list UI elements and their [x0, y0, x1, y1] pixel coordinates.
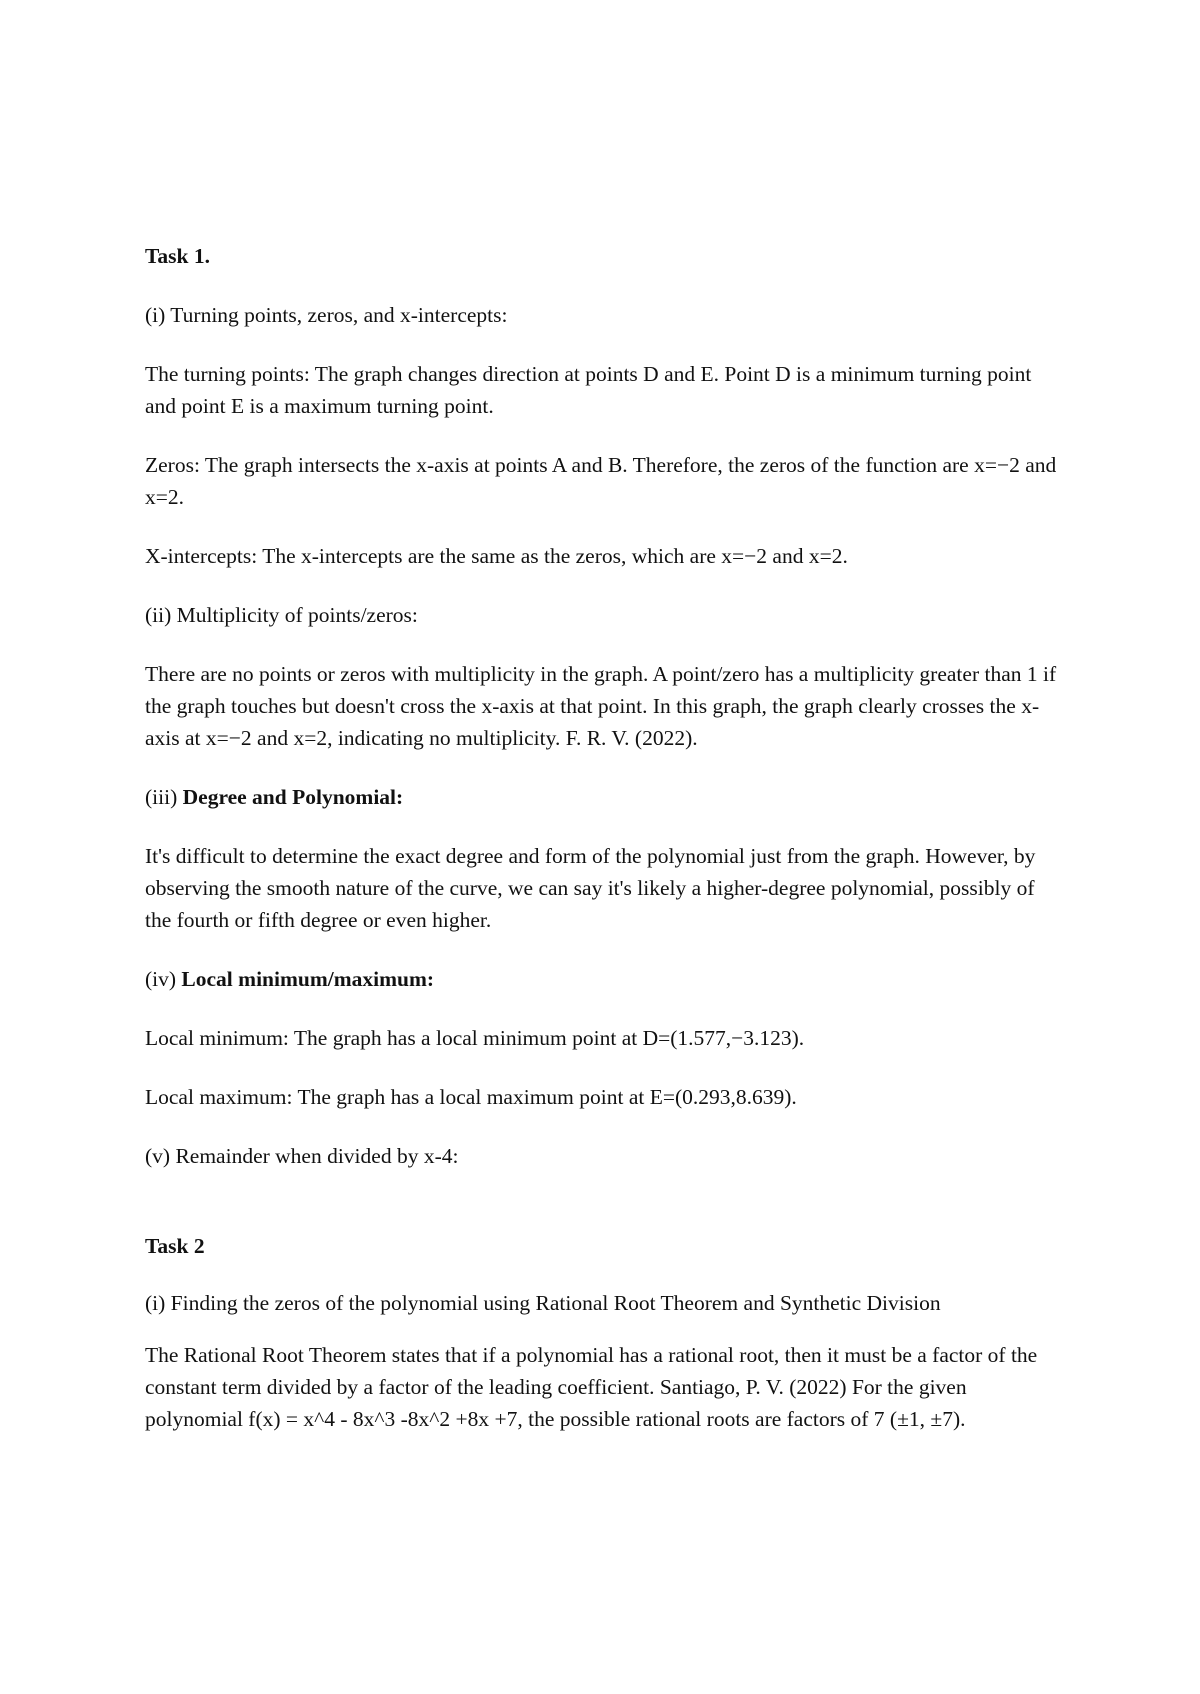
- section-iv-title: Local minimum/maximum:: [181, 967, 435, 991]
- section-iii-title: Degree and Polynomial:: [182, 785, 404, 809]
- task1-section-ii-heading: (ii) Multiplicity of points/zeros:: [145, 603, 418, 627]
- zeros-paragraph: Zeros: The graph intersects the x-axis at points A and B. Therefore, the zeros of the function are x=−2 and x=2.: [145, 453, 1057, 509]
- task2-section-i-heading: (i) Finding the zeros of the polynomial using Rational Root Theorem and Synthetic Division: [145, 1291, 941, 1315]
- multiplicity-paragraph: There are no points or zeros with multiplicity in the graph. A point/zero has a multiplicity greater than 1 if the graph touches but doesn't cross the x-axis at that point. In this graph, the graph clearly crosses the x-axis at x=−2 and x=2, indicating no multiplicity. F. R. V. (2022).: [145, 662, 1057, 750]
- local-minimum-paragraph: Local minimum: The graph has a local minimum point at D=(1.577,−3.123).: [145, 1026, 805, 1050]
- rational-root-paragraph: The Rational Root Theorem states that if a polynomial has a rational root, then it must be a factor of the constant term divided by a factor of the leading coefficient. Santiago, P. V. (2022) For the given polynomial f(x) = x^4 - 8x^3 -8x^2 +8x +7, the possible rational roots are factors of 7 (±1, ±7).: [145, 1343, 1038, 1431]
- turning-points-paragraph: The turning points: The graph changes direction at points D and E. Point D is a minimum turning point and point E is a maximum turning point.: [145, 362, 1032, 418]
- degree-paragraph: It's difficult to determine the exact degree and form of the polynomial just from the graph. However, by observing the smooth nature of the curve, we can say it's likely a higher-degree polynomial, possibly of the fourth or fifth degree or even higher.: [145, 844, 1036, 932]
- section-iv-prefix: (iv): [145, 967, 182, 991]
- task1-section-iii-heading: [145, 781, 1065, 813]
- task2-title: Task 2: [145, 1234, 205, 1258]
- local-maximum-paragraph: Local maximum: The graph has a local maximum point at E=(0.293,8.639).: [145, 1085, 797, 1109]
- task1-section-v-heading: (v) Remainder when divided by x-4:: [145, 1144, 459, 1168]
- task1-section-i-heading: (i) Turning points, zeros, and x-intercepts:: [145, 303, 508, 327]
- x-intercepts-paragraph: X-intercepts: The x-intercepts are the same as the zeros, which are x=−2 and x=2.: [145, 544, 848, 568]
- section-iii-prefix: (iii): [145, 785, 183, 809]
- task1-section-iv-heading: [145, 963, 1065, 995]
- document-body: [145, 240, 1065, 1435]
- task1-title: Task 1.: [145, 244, 210, 268]
